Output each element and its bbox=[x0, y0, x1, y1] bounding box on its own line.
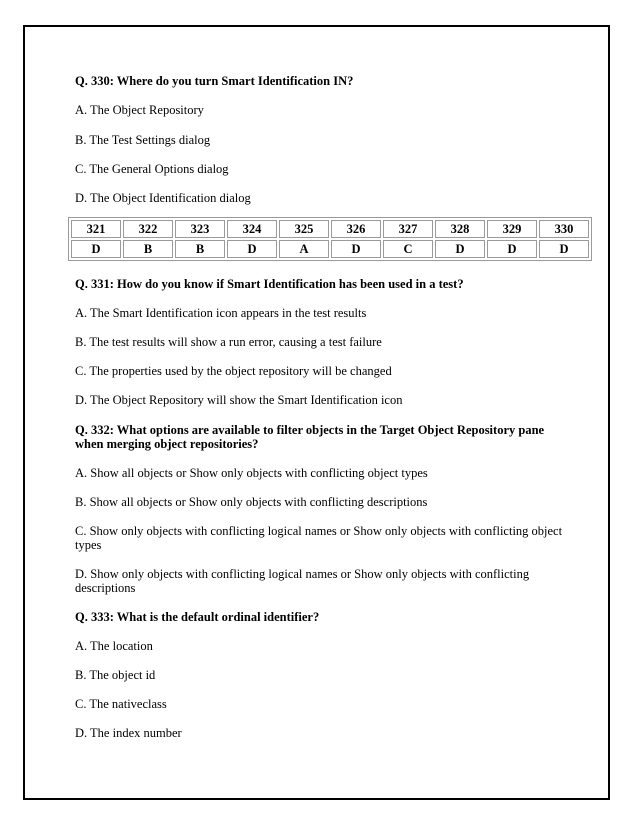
key-answer-cell: C bbox=[383, 240, 433, 258]
key-number-cell: 326 bbox=[331, 220, 381, 238]
answer-key-table bbox=[68, 217, 592, 261]
key-number-cell: 329 bbox=[487, 220, 537, 238]
key-answer-cell: D bbox=[71, 240, 121, 258]
option-331-a: A. The Smart Identification icon appears in the test results bbox=[75, 306, 367, 320]
key-answer-cell: B bbox=[175, 240, 225, 258]
option-332-a: A. Show all objects or Show only objects with conflicting object types bbox=[75, 466, 428, 480]
question-331: Q. 331: How do you know if Smart Identification has been used in a test? bbox=[75, 277, 464, 291]
key-number-cell: 322 bbox=[123, 220, 173, 238]
key-number-cell: 325 bbox=[279, 220, 329, 238]
option-333-c: C. The nativeclass bbox=[75, 697, 167, 711]
option-331-d: D. The Object Repository will show the Smart Identification icon bbox=[75, 393, 403, 407]
option-330-a: A. The Object Repository bbox=[75, 103, 204, 117]
question-332: Q. 332: What options are available to filter objects in the Target Object Repository pane when merging object repositories? bbox=[75, 423, 545, 451]
key-answer-cell: D bbox=[331, 240, 381, 258]
option-333-b: B. The object id bbox=[75, 668, 156, 682]
answer-key-numbers-row bbox=[71, 220, 589, 238]
question-330: Q. 330: Where do you turn Smart Identification IN? bbox=[75, 74, 354, 88]
key-number-cell: 327 bbox=[383, 220, 433, 238]
option-330-d: D. The Object Identification dialog bbox=[75, 191, 251, 205]
key-answer-cell: D bbox=[227, 240, 277, 258]
key-number-cell: 330 bbox=[539, 220, 589, 238]
option-333-d: D. The index number bbox=[75, 726, 182, 740]
key-number-cell: 321 bbox=[71, 220, 121, 238]
option-332-b: B. Show all objects or Show only objects with conflicting descriptions bbox=[75, 495, 428, 509]
key-answer-cell: A bbox=[279, 240, 329, 258]
key-number-cell: 328 bbox=[435, 220, 485, 238]
question-333: Q. 333: What is the default ordinal identifier? bbox=[75, 610, 320, 624]
option-333-a: A. The location bbox=[75, 639, 153, 653]
key-number-cell: 323 bbox=[175, 220, 225, 238]
option-331-b: B. The test results will show a run error, causing a test failure bbox=[75, 335, 382, 349]
answer-key-answers-row bbox=[71, 240, 589, 258]
option-331-c: C. The properties used by the object repository will be changed bbox=[75, 364, 392, 378]
option-332-c: C. Show only objects with conflicting logical names or Show only objects with conflicting object types bbox=[75, 524, 563, 552]
option-332-d: D. Show only objects with conflicting logical names or Show only objects with conflicting descriptions bbox=[75, 567, 530, 595]
key-answer-cell: D bbox=[539, 240, 589, 258]
key-number-cell: 324 bbox=[227, 220, 277, 238]
key-answer-cell: D bbox=[435, 240, 485, 258]
option-330-c: C. The General Options dialog bbox=[75, 162, 229, 176]
key-answer-cell: D bbox=[487, 240, 537, 258]
key-answer-cell: B bbox=[123, 240, 173, 258]
option-330-b: B. The Test Settings dialog bbox=[75, 133, 211, 147]
